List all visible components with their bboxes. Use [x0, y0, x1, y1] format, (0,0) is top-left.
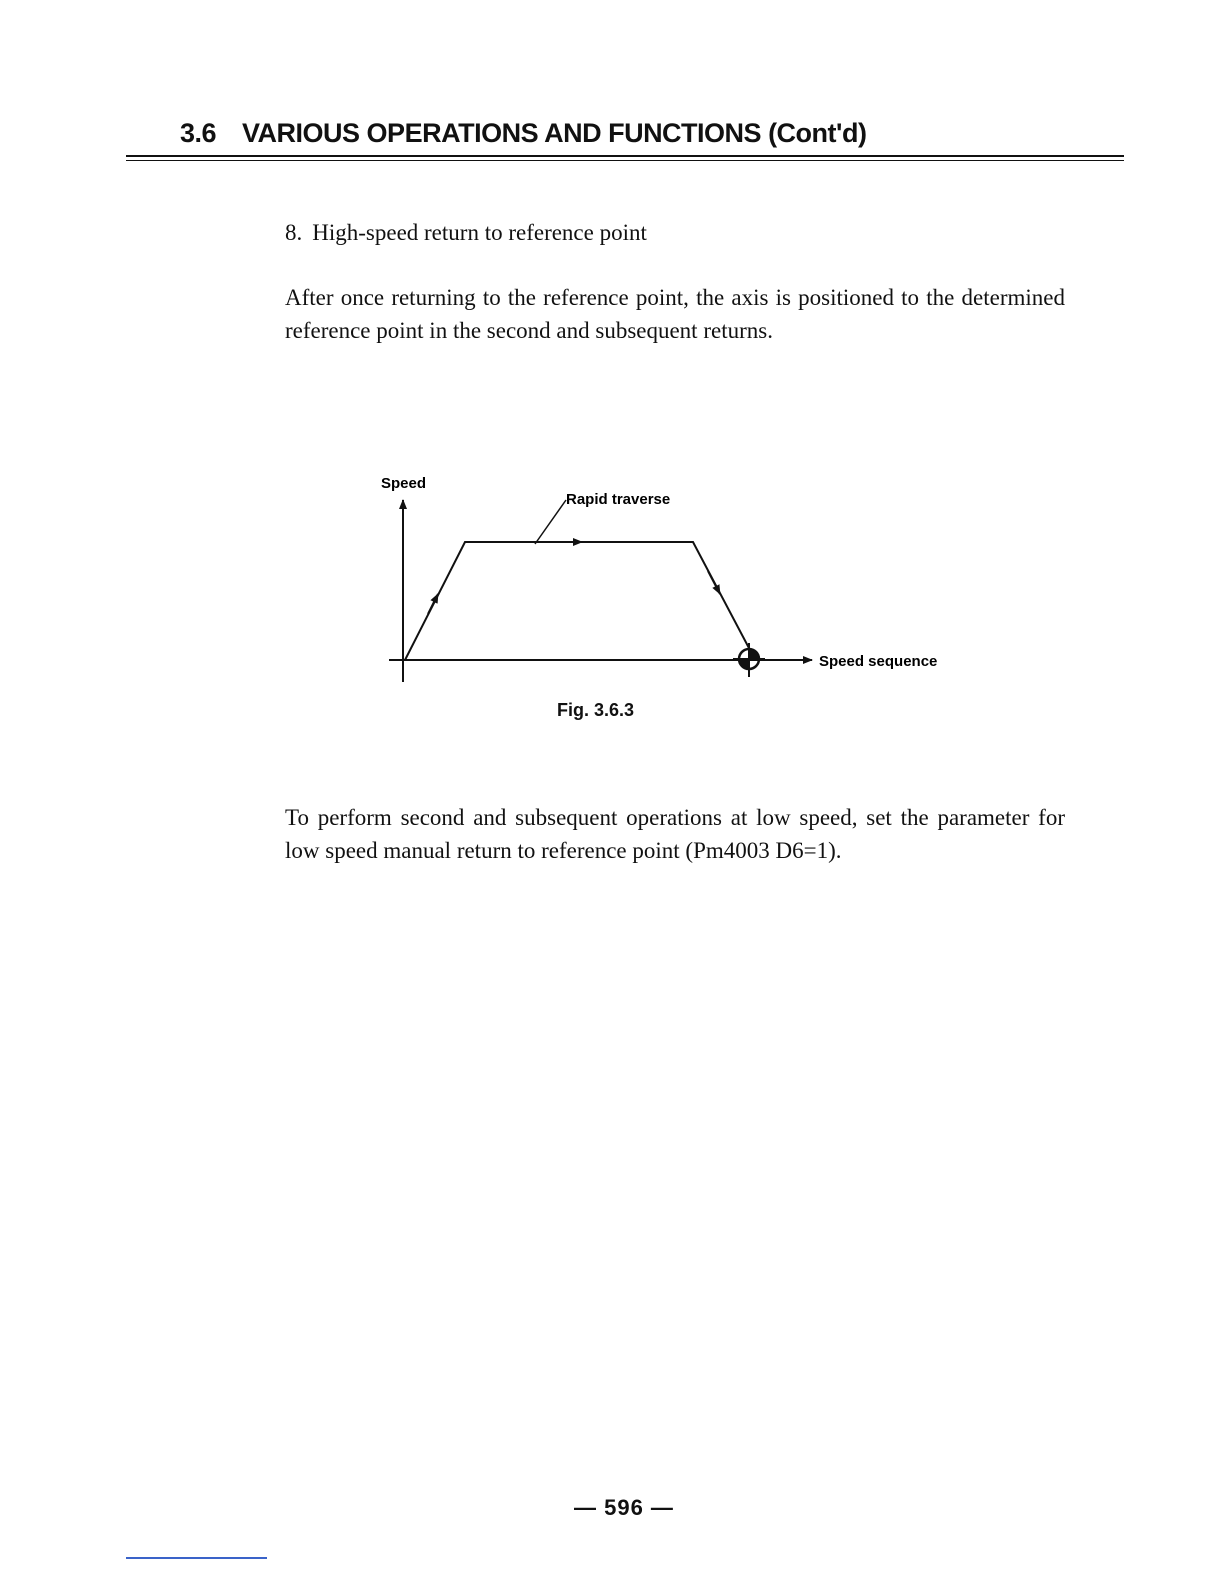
rapid-traverse-leader	[535, 500, 566, 544]
rapid-traverse-label: Rapid traverse	[566, 491, 671, 508]
fall-arrow	[708, 571, 720, 594]
footer-link-underline[interactable]	[126, 1557, 267, 1559]
figure-caption: Fig. 3.6.3	[557, 700, 635, 720]
item-number: 8.	[285, 220, 303, 245]
reference-point-icon	[733, 643, 765, 677]
section-title: VARIOUS OPERATIONS AND FUNCTIONS (Cont'd)	[242, 118, 867, 148]
item-title: High-speed return to reference point	[312, 220, 647, 245]
rise-arrow	[428, 594, 438, 614]
section-number: 3.6	[180, 118, 217, 148]
x-axis-label: Speed sequence	[819, 653, 938, 670]
speed-diagram	[0, 0, 1224, 760]
speed-profile	[405, 542, 750, 660]
y-axis-label: Speed	[381, 475, 427, 492]
paragraph-intro: After once returning to the reference point, the axis is positioned to the determined reference point in the second and subsequent returns.	[285, 285, 1065, 343]
page-number: — 596 —	[574, 1495, 674, 1520]
paragraph-low-speed: To perform second and subsequent operations at low speed, set the parameter for low speed manual return to reference point (Pm4003 D6=1).	[285, 805, 1065, 863]
